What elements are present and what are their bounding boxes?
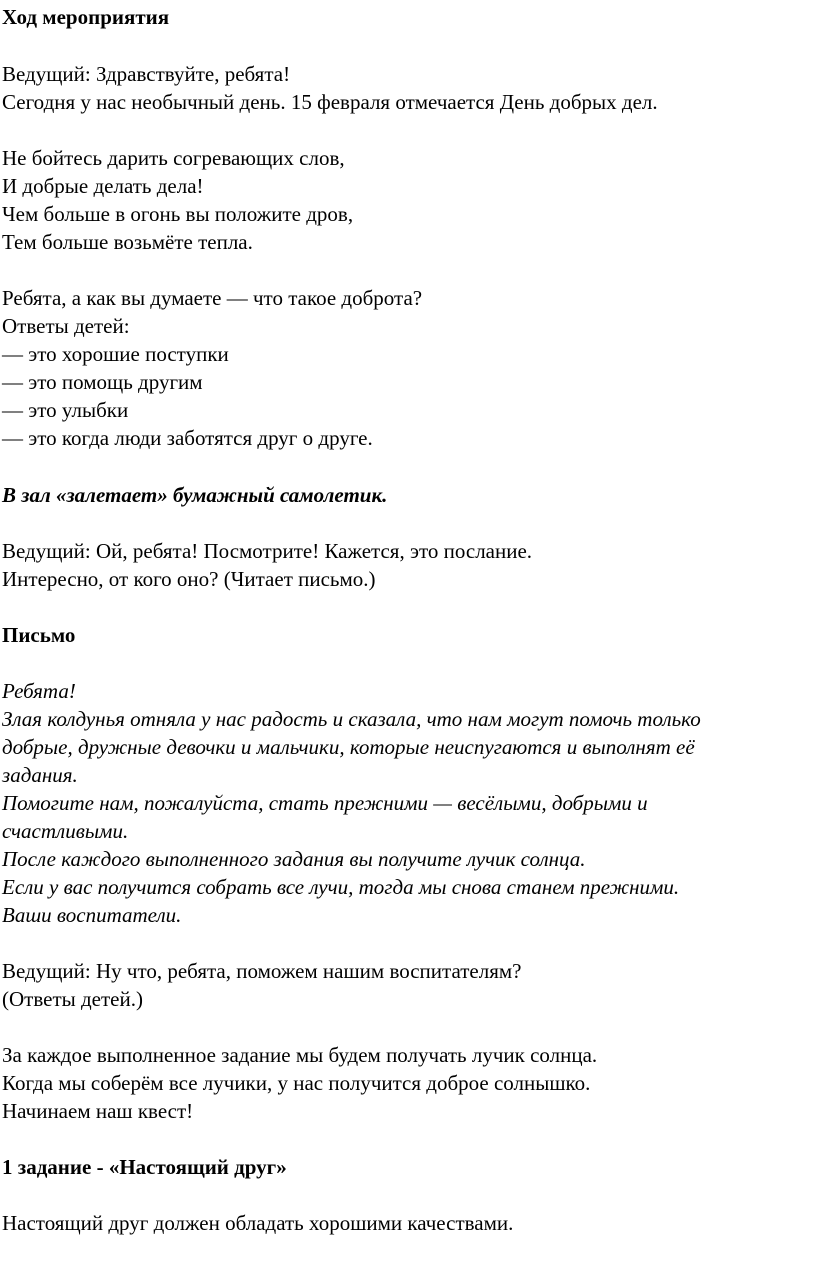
letter-line: счастливыми. [2,819,129,843]
answer-item: — это когда люди заботятся друг о друге. [2,426,373,450]
poem-line: Не бойтесь дарить согревающих слов, [2,146,345,170]
letter-line: добрые, дружные девочки и мальчики, которые неиспугаются и выполнят её [2,735,695,759]
reward-text: За каждое выполненное задание мы будем получать лучик солнца. [2,1043,598,1067]
host-message: Интересно, от кого оно? (Читает письмо.) [2,567,376,591]
reward-text: Начинаем наш квест! [2,1099,194,1123]
poem-line: Чем больше в огонь вы положите дров, [2,202,354,226]
stage-direction: В зал «залетает» бумажный самолетик. [2,483,388,507]
answer-item: — это помощь другим [2,370,203,394]
letter-line: Если у вас получится собрать все лучи, тогда мы снова станем прежними. [2,875,680,899]
reward-text: Когда мы соберём все лучики, у нас получится доброе солнышко. [2,1071,591,1095]
letter-line: задания. [2,763,78,787]
question-text: Ребята, а как вы думаете — что такое доброта? [2,286,423,310]
poem-line: Тем больше возьмёте тепла. [2,230,253,254]
letter-line: Ребята! [2,679,76,703]
task-text: Настоящий друг должен обладать хорошими качествами. [2,1211,514,1235]
host-question: Ведущий: Ну что, ребята, поможем нашим воспитателям? [2,959,522,983]
children-answers: (Ответы детей.) [2,987,143,1011]
letter-heading: Письмо [2,623,76,647]
answer-item: — это улыбки [2,398,129,422]
host-greeting: Ведущий: Здравствуйте, ребята! [2,62,291,86]
answers-label: Ответы детей: [2,314,130,338]
task-heading: 1 задание - «Настоящий друг» [2,1155,287,1179]
letter-line: Помогите нам, пожалуйста, стать прежними — весёлыми, добрыми и [2,791,648,815]
letter-line: Злая колдунья отняла у нас радость и сказала, что нам могут помочь только [2,707,701,731]
intro-text: Сегодня у нас необычный день. 15 февраля отмечается День добрых дел. [2,90,658,114]
letter-line: После каждого выполненного задания вы получите лучик солнца. [2,847,586,871]
letter-signature: Ваши воспитатели. [2,903,182,927]
poem-line: И добрые делать дела! [2,174,204,198]
section-heading: Ход мероприятия [2,5,170,29]
answer-item: — это хорошие поступки [2,342,229,366]
host-message: Ведущий: Ой, ребята! Посмотрите! Кажется, это послание. [2,539,533,563]
